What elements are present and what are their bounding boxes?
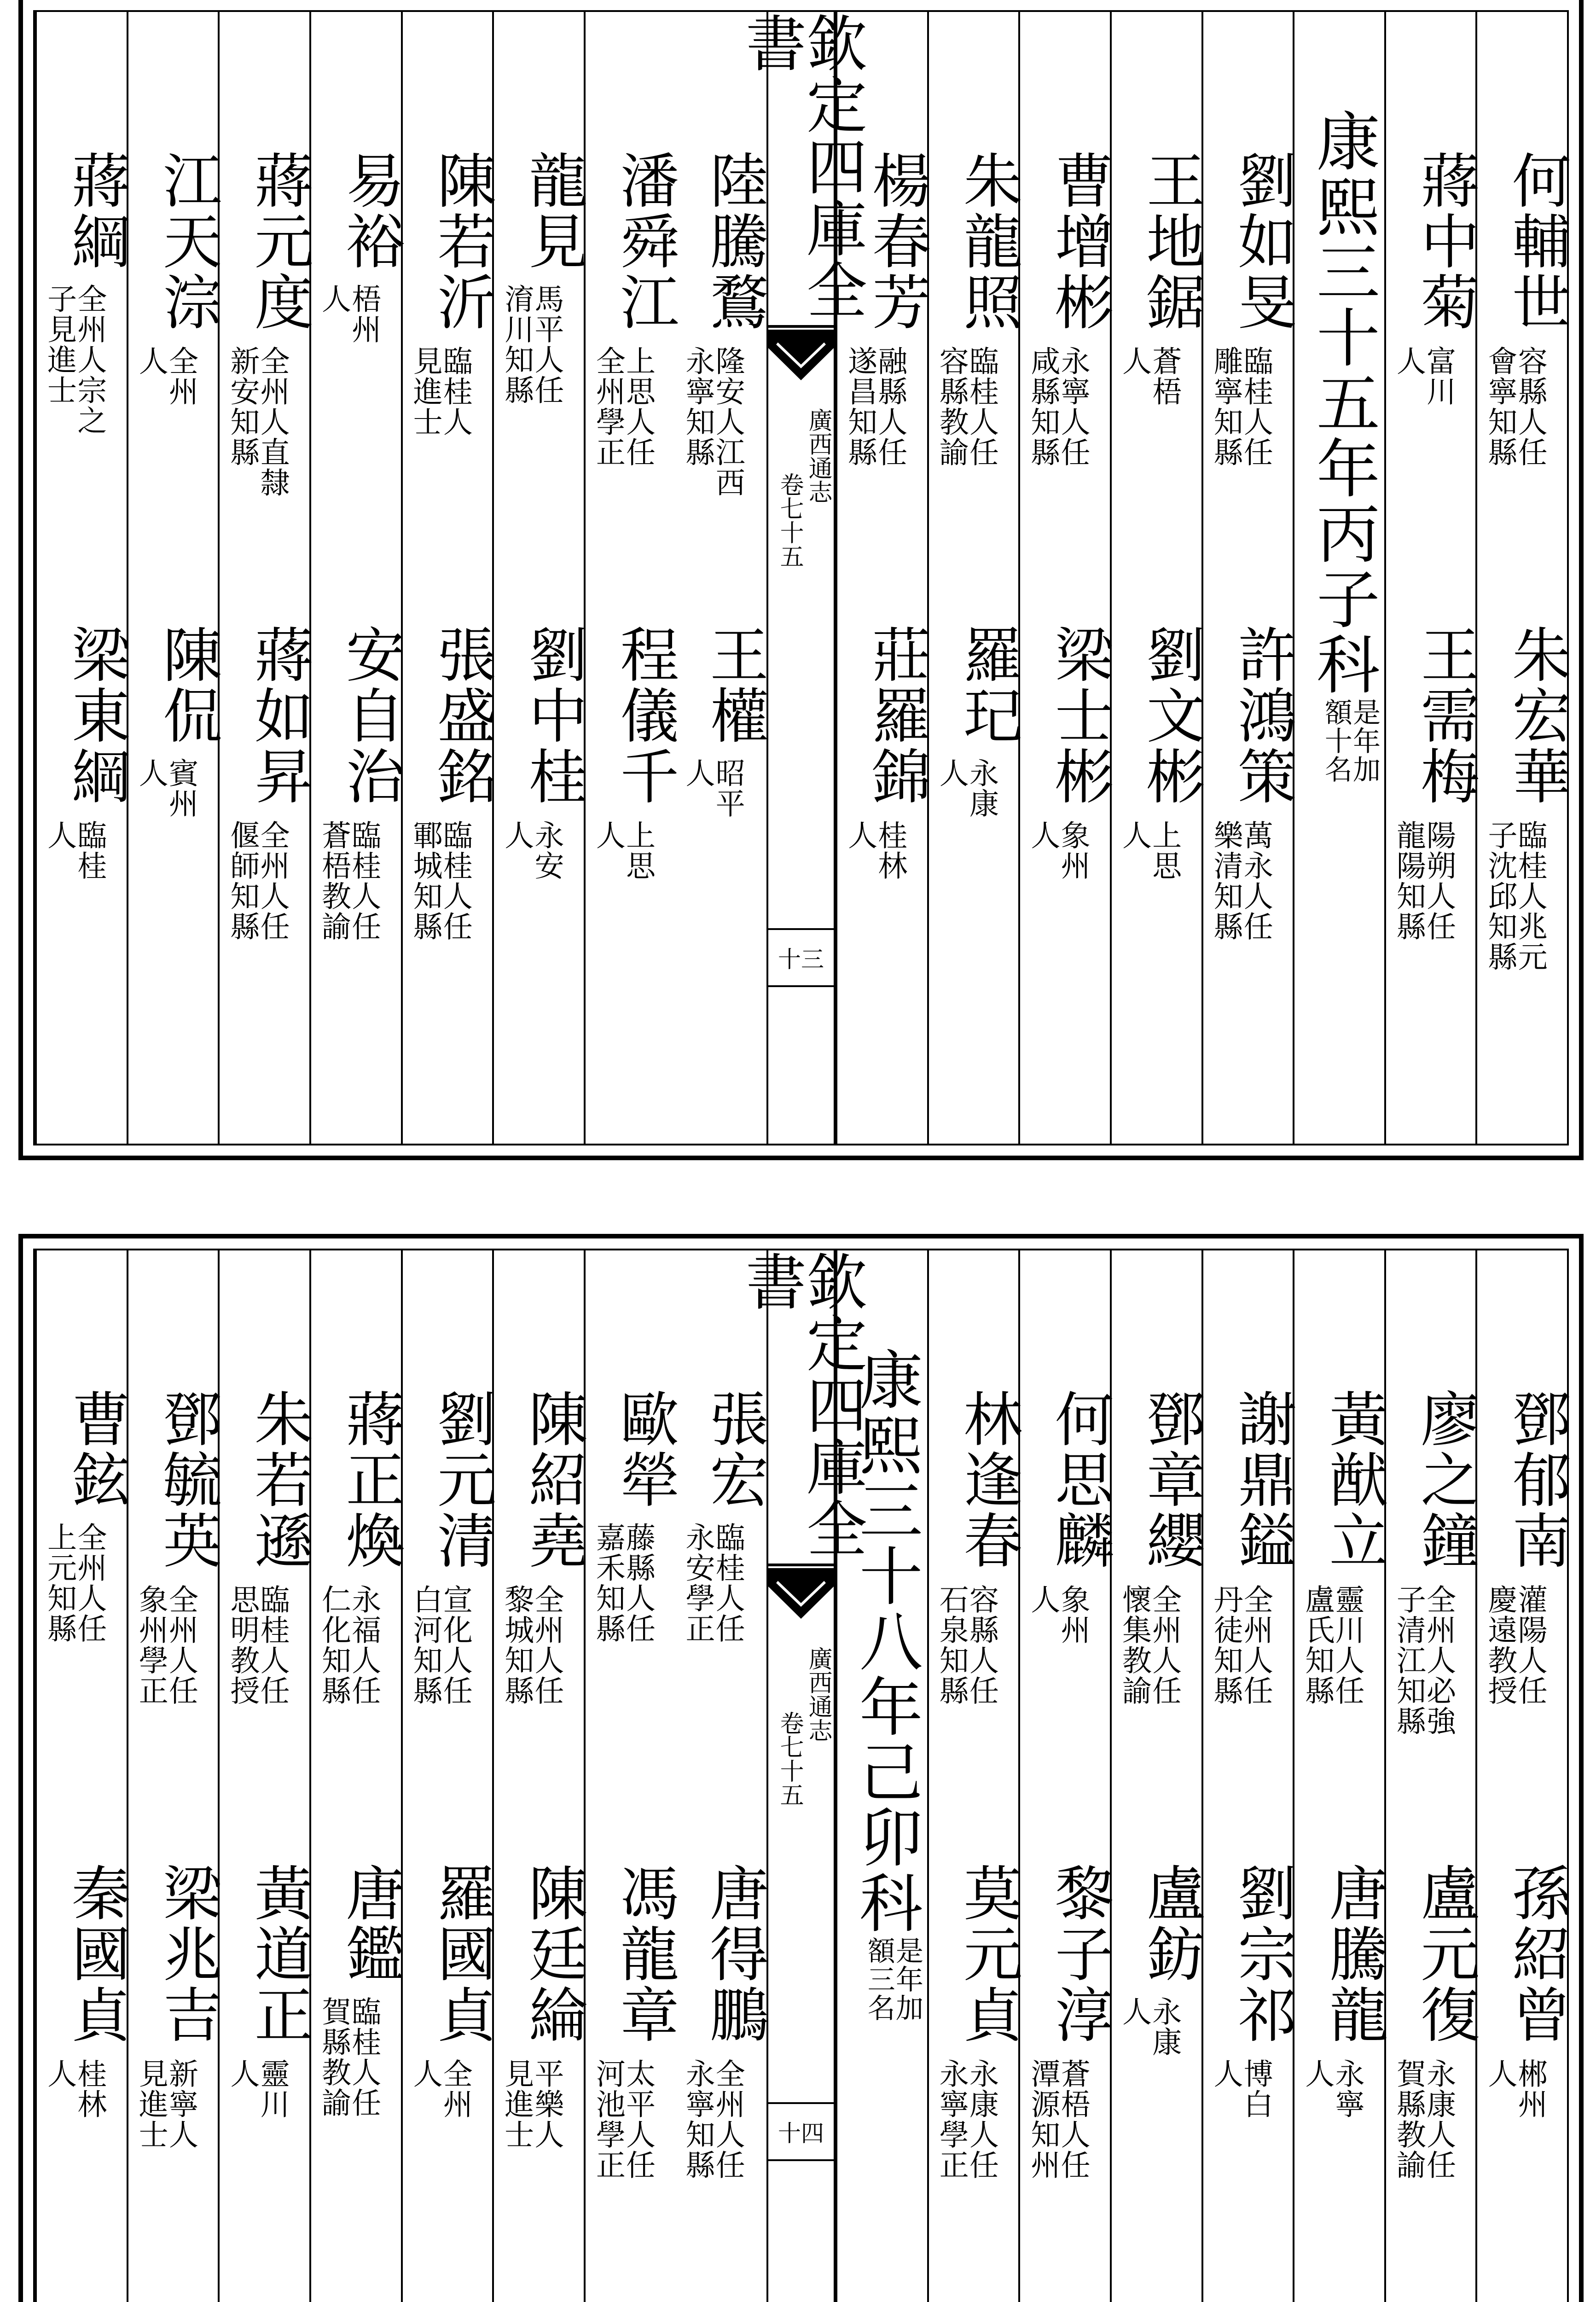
candidate-name: 馮龍章	[610, 1863, 679, 2045]
candidate-note: 平樂人 見進士	[499, 2058, 564, 2150]
candidate-name: 蔣綱	[61, 150, 130, 272]
entry-column	[1475, 1250, 1571, 2302]
candidate-name: 莫元貞	[953, 1863, 1022, 2045]
candidate-note: 博白 人	[1208, 2058, 1273, 2119]
fishtail-ornament-icon	[768, 330, 834, 385]
candidate-note: 隆安人江西 永寧知縣	[680, 346, 745, 498]
candidate-note: 象州 人	[1026, 1584, 1090, 1645]
candidate-name: 廖之鐘	[1410, 1389, 1480, 1571]
leaf-box	[768, 928, 834, 987]
candidate-note: 全州人任 懷集教諭	[1117, 1584, 1182, 1706]
entry-column	[492, 12, 587, 1144]
chapter-number: 卷七十五	[776, 472, 804, 568]
candidate-note: 靈川人任 盧氏知縣	[1300, 1584, 1364, 1706]
leaf-number: 十四	[778, 2120, 824, 2147]
candidate-note: 全州人宗之 子見進士	[42, 284, 107, 436]
candidate-name: 羅國貞	[427, 1863, 496, 2045]
candidate-note: 容縣人任 石泉知縣	[934, 1584, 999, 1706]
candidate-note: 永寧 人	[1300, 2058, 1364, 2119]
candidate-note: 永康 人	[1117, 1996, 1182, 2057]
top-page	[18, 0, 1584, 1160]
volume-name: 廣西通志	[804, 1646, 832, 1742]
candidate-name: 莊羅錦	[862, 624, 931, 807]
candidate-name: 黃猷立	[1319, 1389, 1388, 1571]
chapter-number: 卷七十五	[776, 1711, 804, 1807]
candidate-name: 盧元復	[1410, 1863, 1480, 2045]
candidate-note: 臨桂人任 鄆城知縣	[408, 820, 472, 942]
candidate-name: 唐騰龍	[1319, 1863, 1388, 2045]
candidate-name: 易裕	[336, 150, 405, 272]
candidate-note: 臨桂人 見進士	[408, 346, 472, 437]
candidate-name: 許鴻策	[1228, 624, 1297, 807]
candidate-note: 容縣人任 會寧知縣	[1483, 346, 1547, 467]
candidate-note: 全州人任 黎城知縣	[499, 1584, 564, 1706]
candidate-name: 王地鋸	[1136, 150, 1205, 332]
leaf-box	[768, 2102, 834, 2161]
candidate-name: 唐鑑	[336, 1863, 405, 1984]
candidate-name: 潘舜江	[610, 150, 679, 332]
candidate-name: 張盛銘	[427, 624, 496, 807]
candidate-name: 孫紹曾	[1502, 1863, 1571, 2045]
candidate-name: 曹鉉	[61, 1389, 130, 1510]
candidate-name: 陳侃	[153, 624, 222, 746]
candidate-name: 鄧郁南	[1502, 1389, 1571, 1571]
candidate-name: 林逢春	[953, 1389, 1022, 1571]
candidate-name: 黃道正	[244, 1863, 313, 2045]
candidate-note: 永康人任 永寧學正	[934, 2058, 999, 2180]
candidate-note: 上思 人	[591, 820, 656, 881]
candidate-note: 臨桂人任 雕寧知縣	[1208, 346, 1273, 467]
entry-column	[35, 1250, 130, 2302]
entry-column	[584, 12, 679, 1144]
candidate-name: 江天淙	[153, 150, 222, 332]
candidate-note: 臨桂人任 容縣教諭	[934, 346, 999, 467]
candidate-note: 永康人任 賀縣教諭	[1391, 2058, 1456, 2180]
entry-column	[492, 1250, 587, 2302]
book-title: 欽定四庫全書	[768, 1250, 834, 1566]
candidate-name: 蔣元度	[244, 150, 313, 332]
candidate-name: 陳若沂	[427, 150, 496, 332]
candidate-note: 全州人任 永寧知縣	[680, 2058, 745, 2180]
entry-column	[1110, 1250, 1205, 2302]
candidate-note: 臨桂人任 賀縣教諭	[317, 1996, 381, 2118]
candidate-name: 陸騰鶩	[699, 150, 768, 332]
entry-column	[1201, 1250, 1297, 2302]
leaf-number: 十三	[778, 946, 824, 973]
entry-column	[35, 12, 130, 1144]
candidate-name: 何思麟	[1045, 1389, 1114, 1571]
candidate-note: 全州人任 上元知縣	[42, 1522, 107, 1644]
candidate-note: 靈川 人	[225, 2058, 290, 2119]
candidate-name: 黎子淳	[1045, 1863, 1114, 2045]
entry-column	[127, 1250, 222, 2302]
candidate-note: 象州 人	[1026, 820, 1090, 881]
candidate-note: 融縣人任 遂昌知縣	[843, 346, 907, 467]
entry-column	[1293, 1250, 1388, 2302]
candidate-name: 劉文彬	[1136, 624, 1205, 807]
entry-column	[1018, 12, 1114, 1144]
entry-column	[218, 12, 313, 1144]
candidate-note: 萬永人任 樂清知縣	[1208, 820, 1273, 942]
center-margin	[735, 1250, 867, 2302]
entry-column	[1384, 12, 1480, 1144]
candidate-note: 桂林 人	[843, 820, 907, 881]
entry-column	[1018, 1250, 1114, 2302]
candidate-name: 程儀千	[610, 624, 679, 807]
candidate-note: 全州人必強 子清江知縣	[1391, 1584, 1456, 1736]
entry-column	[218, 1250, 313, 2302]
candidate-note: 永安 人	[499, 820, 564, 881]
candidate-note: 蒼梧 人	[1117, 346, 1182, 407]
entry-column	[1110, 12, 1205, 1144]
candidate-name: 張宏	[699, 1389, 768, 1510]
candidate-name: 楊春芳	[862, 150, 931, 332]
candidate-note: 永寧人任 咸縣知縣	[1026, 346, 1090, 467]
book-title: 欽定四庫全書	[768, 12, 834, 328]
candidate-note: 宣化人任 白河知縣	[408, 1584, 472, 1706]
entry-column	[836, 12, 931, 1144]
candidate-note: 郴州 人	[1483, 2058, 1547, 2119]
candidate-name: 劉如旻	[1228, 150, 1297, 332]
candidate-note: 賓州 人	[133, 758, 198, 819]
candidate-name: 朱若遜	[244, 1389, 313, 1571]
exam-year-note: 是年加 額十名	[1320, 698, 1381, 784]
entry-column	[1475, 12, 1571, 1144]
exam-year-note: 是年加 額三名	[863, 1936, 923, 2022]
candidate-name: 陳紹堯	[518, 1389, 587, 1571]
candidate-name: 羅玘	[953, 624, 1022, 746]
candidate-note: 永康 人	[934, 758, 999, 819]
entry-column	[1201, 12, 1297, 1144]
entry-column	[584, 1250, 679, 2302]
entry-column	[927, 1250, 1022, 2302]
candidate-note: 蒼梧人任 潭源知州	[1026, 2058, 1090, 2180]
exam-year-heading: 康熙三十八年己卯科	[848, 1347, 923, 1936]
entry-column	[309, 1250, 405, 2302]
entry-column	[1293, 12, 1384, 1144]
entry-column	[309, 12, 405, 1144]
entry-column	[401, 12, 496, 1144]
candidate-note: 臨桂 人	[42, 820, 107, 881]
candidate-note: 全州 人	[133, 346, 198, 407]
candidate-note: 新寧人 見進士	[133, 2058, 198, 2150]
candidate-note: 臨桂人任 思明教授	[225, 1584, 290, 1706]
candidate-name: 何輔世	[1502, 150, 1571, 332]
top-page-frame	[33, 10, 1569, 1145]
candidate-name: 王需梅	[1410, 624, 1480, 807]
candidate-name: 蔣如昇	[244, 624, 313, 807]
candidate-name: 謝鼎鎰	[1228, 1389, 1297, 1571]
candidate-note: 全州人任 象州學正	[133, 1584, 198, 1706]
candidate-name: 王權	[699, 624, 768, 746]
candidate-note: 富川 人	[1391, 346, 1456, 407]
candidate-note: 陽朔人任 龍陽知縣	[1391, 820, 1456, 942]
candidate-note: 全州人直隸 新安知縣	[225, 346, 290, 498]
entry-column	[1384, 1250, 1480, 2302]
candidate-note: 永福人任 仁化知縣	[317, 1584, 381, 1706]
exam-year-heading: 康熙三十五年丙子科	[1306, 109, 1380, 697]
entry-column	[127, 12, 222, 1144]
candidate-name: 梁兆吉	[153, 1863, 222, 2045]
candidate-note: 昭平 人	[680, 758, 745, 819]
bottom-page-frame	[33, 1249, 1569, 2302]
candidate-name: 蔣中菊	[1410, 150, 1480, 332]
candidate-note: 臨桂人兆元 子沈邱知縣	[1483, 820, 1547, 972]
entry-column	[836, 1250, 927, 2302]
candidate-name: 蔣正煥	[336, 1389, 405, 1571]
candidate-note: 灌陽人任 慶遠教授	[1483, 1584, 1547, 1706]
candidate-note: 臨桂人任 永安學正	[680, 1522, 745, 1644]
candidate-name: 曹增彬	[1045, 150, 1114, 332]
candidate-note: 臨桂人任 蒼梧教諭	[317, 820, 381, 942]
candidate-note: 上思 人	[1117, 820, 1182, 881]
candidate-name: 鄧毓英	[153, 1389, 222, 1571]
candidate-name: 安自治	[336, 624, 405, 807]
candidate-name: 劉元清	[427, 1389, 496, 1571]
candidate-name: 劉宗祁	[1228, 1863, 1297, 2045]
candidate-note: 太平人任 河池學正	[591, 2058, 656, 2180]
candidate-note: 馬平人任 淯川知縣	[499, 284, 564, 405]
candidate-note: 桂林 人	[42, 2058, 107, 2119]
candidate-name: 陳廷綸	[518, 1863, 587, 2045]
candidate-note: 全州人任 偃師知縣	[225, 820, 290, 942]
candidate-note: 上思人任 全州學正	[591, 346, 656, 467]
candidate-name: 梁士彬	[1045, 624, 1114, 807]
candidate-name: 劉中桂	[518, 624, 587, 807]
candidate-note: 全州 人	[408, 2058, 472, 2119]
candidate-name: 秦國貞	[61, 1863, 130, 2045]
entry-column	[927, 12, 1022, 1144]
candidate-name: 朱龍照	[953, 150, 1022, 332]
center-margin	[735, 12, 867, 1144]
candidate-name: 歐犖	[610, 1389, 679, 1510]
candidate-name: 唐得鵬	[699, 1863, 768, 2045]
entry-column	[401, 1250, 496, 2302]
volume-name: 廣西通志	[804, 408, 832, 504]
candidate-note: 梧州 人	[317, 284, 381, 344]
candidate-name: 梁東綱	[61, 624, 130, 807]
candidate-note: 全州人任 丹徒知縣	[1208, 1584, 1273, 1706]
candidate-note: 藤縣人任 嘉禾知縣	[591, 1522, 656, 1644]
candidate-name: 朱宏華	[1502, 624, 1571, 807]
candidate-name: 盧鈁	[1136, 1863, 1205, 1984]
candidate-name: 龍見	[518, 150, 587, 272]
bottom-page	[18, 1234, 1584, 2302]
candidate-name: 鄧章纓	[1136, 1389, 1205, 1571]
fishtail-ornament-icon	[768, 1568, 834, 1623]
